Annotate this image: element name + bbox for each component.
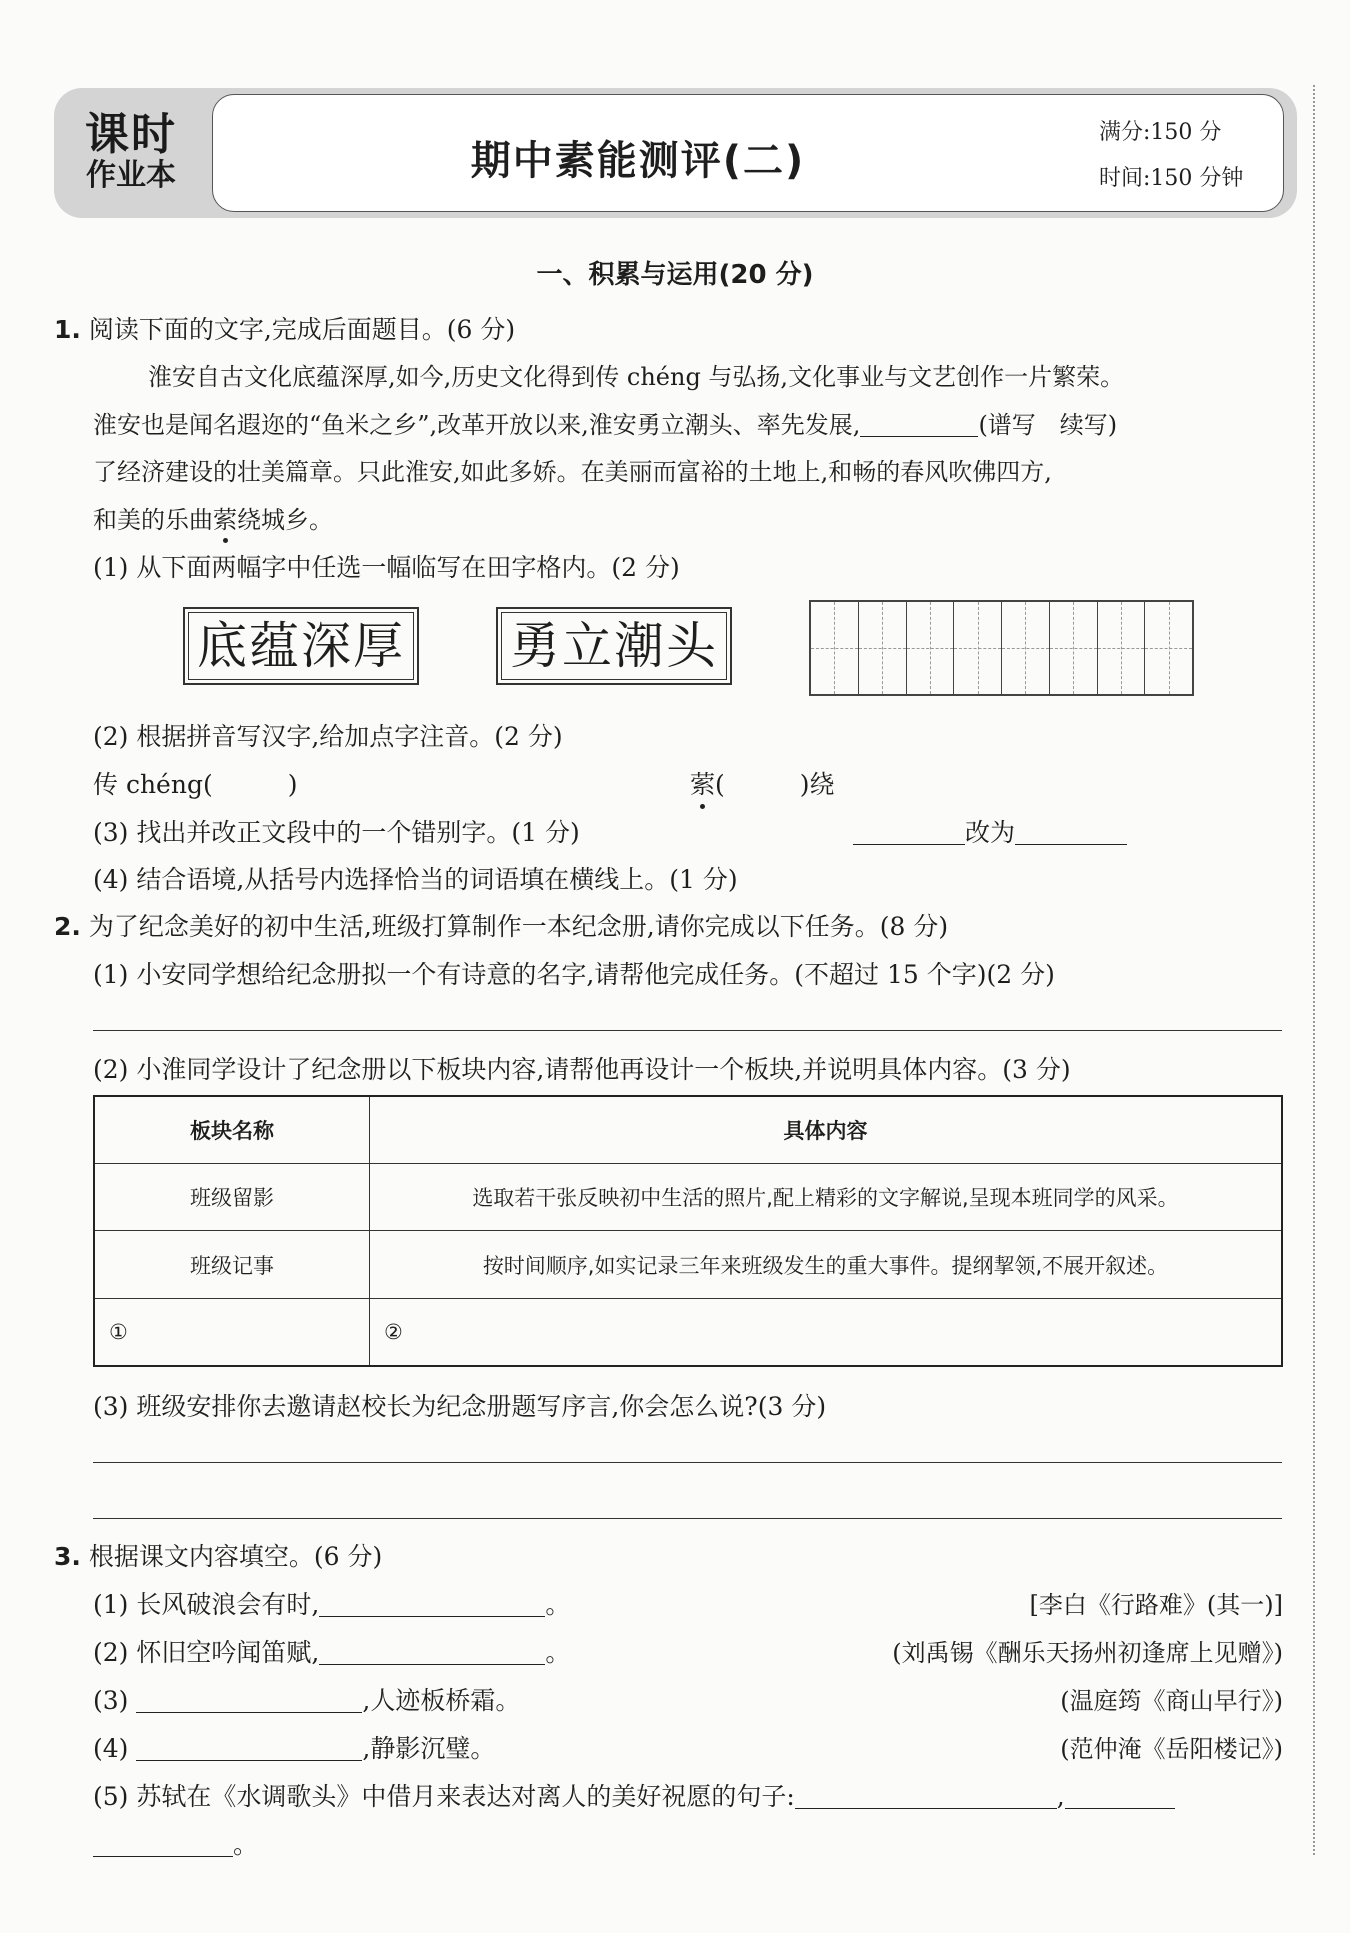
q1-sub3-answer [853, 813, 1127, 849]
q1-para-line4 [93, 500, 333, 535]
grid-cell[interactable] [1098, 602, 1146, 694]
table-row [94, 1164, 1282, 1231]
q3-prompt-text: 根据课文内容填空。(6 分) [88, 1542, 383, 1571]
grid-cell[interactable] [859, 602, 907, 694]
q2-prompt [54, 907, 948, 943]
q1-word-choice-blank[interactable] [860, 412, 978, 437]
q3-item5-blank-2[interactable] [1065, 1783, 1175, 1809]
q3-item-end: 。 [545, 1590, 571, 1619]
q1-para-line4-b: 绕城乡。 [237, 506, 333, 534]
q3-item-3 [93, 1681, 520, 1717]
table-header-name: 板块名称 [94, 1096, 370, 1164]
table-header-content: 具体内容 [370, 1096, 1283, 1164]
calligraphy-sample-1-text: 底蕴深厚 [188, 612, 414, 680]
q2-sub3-answer-line-2[interactable] [93, 1518, 1282, 1519]
q3-item-end: ,人迹板桥霜。 [362, 1686, 521, 1715]
table-header-row [94, 1096, 1282, 1164]
table-row-answer[interactable] [94, 1298, 1282, 1366]
tian-zi-grid[interactable] [809, 600, 1194, 696]
q3-item-5-cont [93, 1825, 258, 1861]
q1-sub1: (1) 从下面两幅字中任选一幅临写在田字格内。(2 分) [93, 553, 680, 582]
table-cell-answer-name[interactable]: ① [94, 1298, 370, 1366]
q2-sub3-answer-line-1[interactable] [93, 1462, 1282, 1463]
grid-cell[interactable] [907, 602, 955, 694]
table-cell-name: 班级记事 [94, 1231, 370, 1298]
q3-item5-blank-3[interactable] [93, 1831, 233, 1857]
section-heading: 一、积累与运用(20 分) [536, 260, 814, 290]
grid-cell[interactable] [1145, 602, 1192, 694]
table-row [94, 1231, 1282, 1298]
q3-item5-comma: , [1056, 1782, 1065, 1811]
q2-sub1: (1) 小安同学想给纪念册拟一个有诗意的名字,请帮他完成任务。(不超过 15 个字)(2 分) [93, 960, 1055, 989]
q1-sub3-change-label: 改为 [965, 818, 1016, 847]
q1-prompt-text: 阅读下面的文字,完成后面题目。(6 分) [88, 315, 516, 344]
q1-word-options: (谱写 续写) [978, 411, 1118, 439]
module-table [93, 1095, 1283, 1367]
q3-item5-text: (5) 苏轼在《水调歌头》中借月来表达对离人的美好祝愿的句子: [93, 1782, 795, 1811]
q3-item-1 [93, 1585, 570, 1621]
q3-item-text: (2) 怀旧空吟闻笛赋, [93, 1638, 320, 1667]
q3-item-text: (4) [93, 1734, 129, 1763]
q3-item-blank[interactable] [136, 1687, 362, 1713]
q1-number: 1. [54, 315, 81, 344]
q1-sub2-emphasized-char: 萦 [690, 765, 715, 801]
calligraphy-sample-2-text: 勇立潮头 [501, 612, 727, 680]
q3-item-2 [93, 1633, 570, 1669]
table-cell-content: 按时间顺序,如实记录三年来班级发生的重大事件。提纲挈领,不展开叙述。 [370, 1231, 1283, 1298]
calligraphy-sample-2[interactable] [496, 607, 732, 685]
q1-para-line1: 淮安自古文化底蕴深厚,如今,历史文化得到传 chéng 与弘扬,文化事业与文艺创作一片繁荣。 [148, 363, 1125, 391]
title-box [212, 94, 1284, 212]
grid-cell[interactable] [1002, 602, 1050, 694]
q3-item-text: (3) [93, 1686, 129, 1715]
q1-prompt [54, 310, 515, 346]
q3-item-5 [93, 1777, 1175, 1813]
logo-line2: 作业本 [86, 158, 176, 193]
q3-item-source: (范仲淹《岳阳楼记》) [1060, 1735, 1283, 1763]
q3-item-source: (刘禹锡《酬乐天扬州初逢席上见赠》) [892, 1639, 1283, 1667]
q1-sub2: (2) 根据拼音写汉字,给加点字注音。(2 分) [93, 722, 563, 751]
page-title: 期中素能测评(二) [470, 138, 806, 184]
q3-item5-end: 。 [233, 1830, 259, 1859]
q3-item-blank[interactable] [319, 1639, 545, 1665]
q3-number: 3. [54, 1542, 81, 1571]
grid-cell[interactable] [811, 602, 859, 694]
grid-cell[interactable] [954, 602, 1002, 694]
q1-emphasized-char: 萦 [213, 500, 237, 535]
q1-para-line3: 了经济建设的壮美篇章。只此淮安,如此多娇。在美丽而富裕的土地上,和畅的春风吹佛四方, [93, 458, 1052, 486]
table-cell-content: 选取若干张反映初中生活的照片,配上精彩的文字解说,呈现本班同学的风采。 [370, 1164, 1283, 1231]
table-cell-answer-content[interactable]: ② [370, 1298, 1283, 1366]
correct-char-blank[interactable] [1015, 819, 1127, 845]
grid-cell[interactable] [1050, 602, 1098, 694]
q2-prompt-text: 为了纪念美好的初中生活,班级打算制作一本纪念册,请你完成以下任务。(8 分) [88, 912, 949, 941]
q3-item-source: (温庭筠《商山早行》) [1060, 1687, 1283, 1715]
full-score: 满分:150 分 [1099, 120, 1222, 145]
q1-sub2-pinyin-answer[interactable]: 传 chéng( ) [93, 770, 298, 799]
q2-number: 2. [54, 912, 81, 941]
q1-para-line4-a: 和美的乐曲 [93, 506, 213, 534]
q1-sub2-char-answer[interactable] [690, 765, 835, 801]
q1-sub2-char-rest: ( )绕 [715, 770, 835, 799]
logo-line1: 课时 [85, 109, 177, 160]
time-limit: 时间:150 分钟 [1099, 166, 1244, 191]
q3-prompt [54, 1537, 382, 1573]
q1-sub3: (3) 找出并改正文段中的一个错别字。(1 分) [93, 818, 580, 847]
q3-item-blank[interactable] [319, 1591, 545, 1617]
q3-item-4 [93, 1729, 495, 1765]
calligraphy-sample-1[interactable] [183, 607, 419, 685]
q3-item-end: 。 [545, 1638, 571, 1667]
q3-item5-blank-1[interactable] [795, 1783, 1057, 1809]
q3-item-text: (1) 长风破浪会有时, [93, 1590, 320, 1619]
q1-para-line2 [93, 405, 1117, 440]
q2-sub2: (2) 小淮同学设计了纪念册以下板块内容,请帮他再设计一个板块,并说明具体内容。(3 分) [93, 1055, 1071, 1084]
wrong-char-blank[interactable] [853, 819, 965, 845]
q3-item-end: ,静影沉璧。 [362, 1734, 496, 1763]
q3-item-source: [李白《行路难》(其一)] [1029, 1591, 1283, 1619]
q1-sub4: (4) 结合语境,从括号内选择恰当的词语填在横线上。(1 分) [93, 865, 738, 894]
logo [62, 98, 200, 206]
q1-para-line2-text: 淮安也是闻名遐迩的“鱼米之乡”,改革开放以来,淮安勇立潮头、率先发展, [93, 411, 861, 439]
q2-sub3: (3) 班级安排你去邀请赵校长为纪念册题写序言,你会怎么说?(3 分) [93, 1392, 827, 1421]
q3-item-blank[interactable] [136, 1735, 362, 1761]
table-cell-name: 班级留影 [94, 1164, 370, 1231]
binding-margin-line [1313, 85, 1315, 1855]
q2-sub1-answer-line[interactable] [93, 1030, 1282, 1031]
